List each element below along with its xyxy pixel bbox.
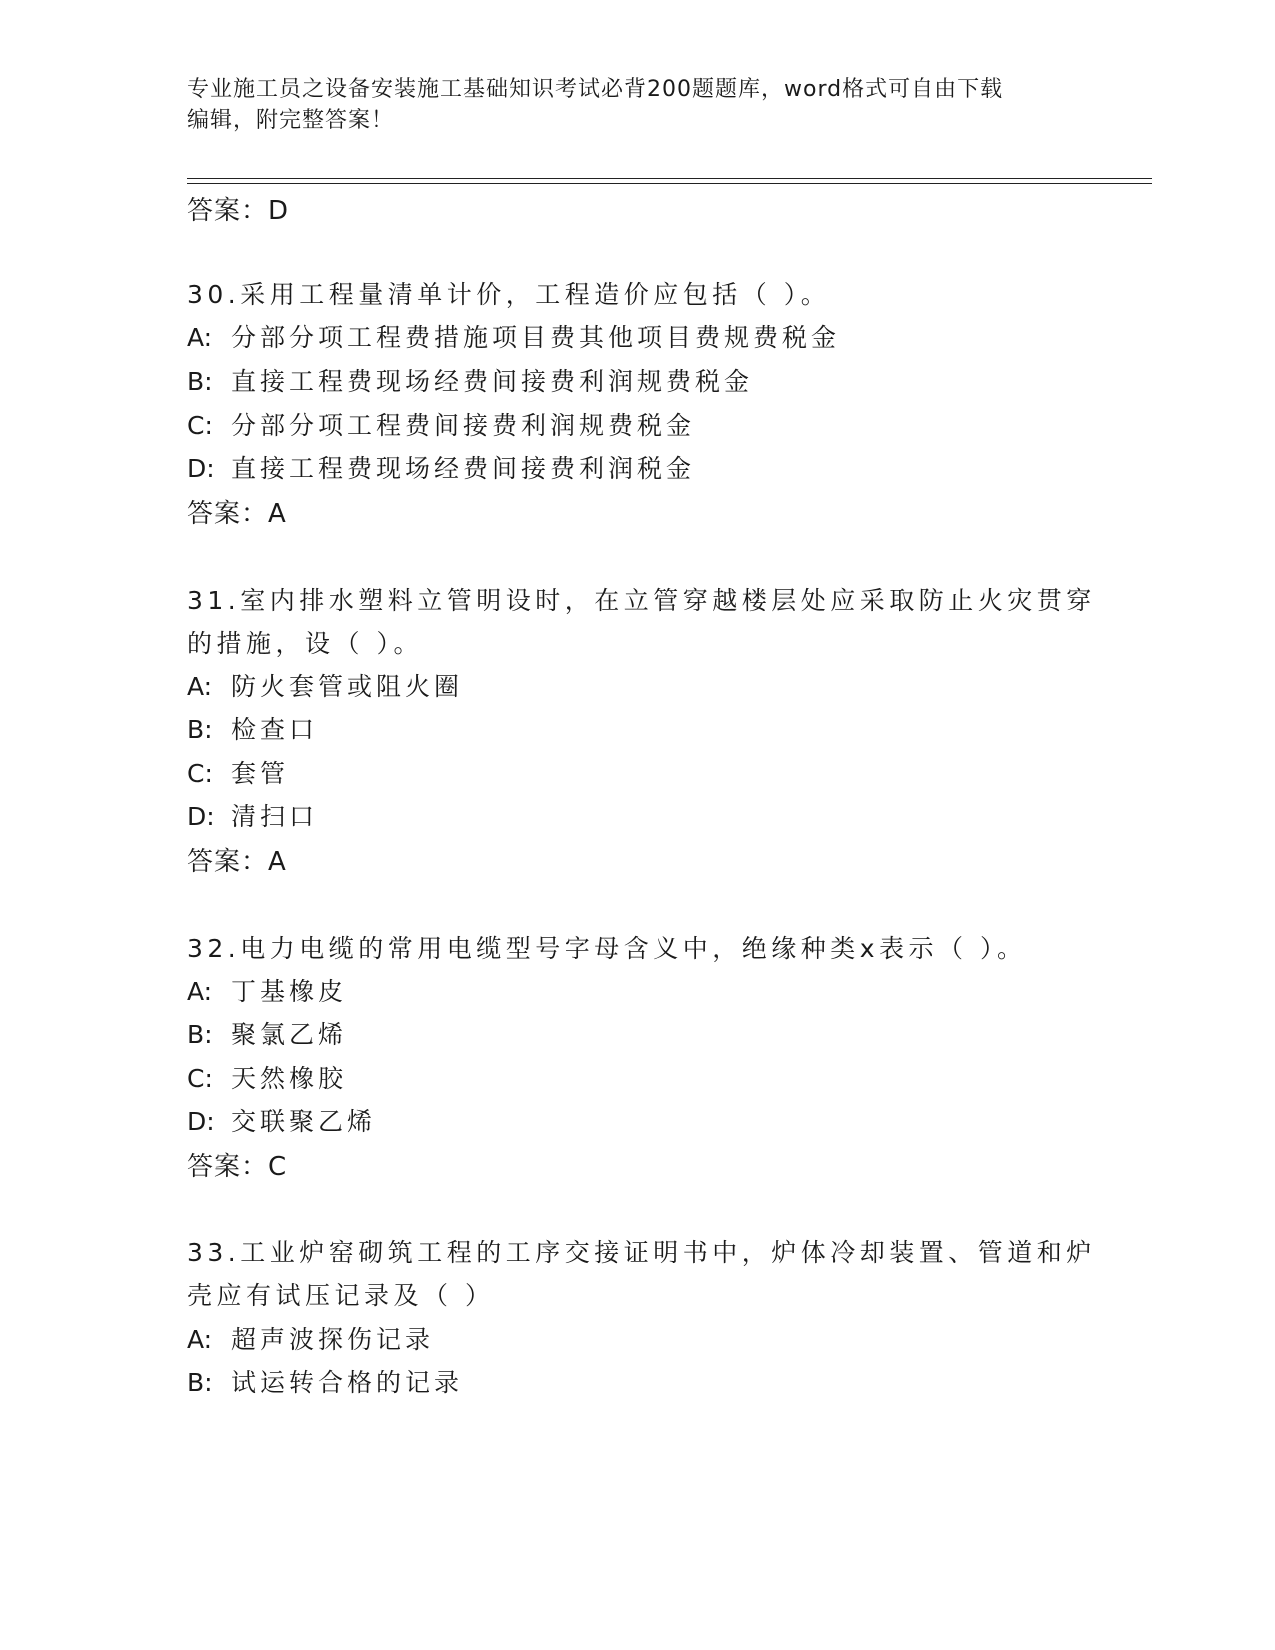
- question-30-answer: 答案：A: [187, 499, 287, 529]
- question-30-option-d: [187, 449, 695, 485]
- header-divider-bottom: [187, 183, 1152, 184]
- option-text: 超声波探伤记录: [231, 1325, 435, 1354]
- question-30-option-c: [187, 406, 695, 442]
- option-letter: A:: [187, 1325, 213, 1354]
- option-letter: B:: [187, 715, 213, 744]
- question-33-text-line-1: 33.工业炉窑砌筑工程的工序交接证明书中，炉体冷却装置、管道和炉: [187, 1238, 1096, 1267]
- option-letter: A:: [187, 672, 213, 701]
- option-letter: D:: [187, 454, 215, 483]
- option-text: 聚氯乙烯: [231, 1020, 348, 1049]
- header-divider-top: [187, 178, 1152, 179]
- question-33-text-line-2: 壳应有试压记录及（ ）: [187, 1281, 495, 1310]
- option-letter: B:: [187, 1020, 213, 1049]
- option-letter: A:: [187, 323, 213, 352]
- option-text: 清扫口: [231, 802, 319, 831]
- question-32-option-d: [187, 1102, 376, 1138]
- option-letter: D:: [187, 802, 215, 831]
- option-text: 分部分项工程费间接费利润规费税金: [231, 411, 696, 440]
- question-33-option-a: [187, 1320, 434, 1356]
- question-32-text: 32.电力电缆的常用电缆型号字母含义中，绝缘种类x表示（ ）。: [187, 934, 1027, 963]
- header-line-1: 专业施工员之设备安装施工基础知识考试必背200题题库，word格式可自由下载: [187, 77, 1004, 102]
- question-31-option-a: [187, 667, 463, 703]
- question-31-option-b: [187, 710, 318, 746]
- option-letter: A:: [187, 977, 213, 1006]
- option-letter: C:: [187, 1064, 213, 1093]
- question-30-option-a: [187, 318, 840, 354]
- option-letter: D:: [187, 1107, 215, 1136]
- question-31-text-line-1: 31.室内排水塑料立管明设时，在立管穿越楼层处应采取防止火灾贯穿: [187, 586, 1096, 615]
- question-31-answer: 答案：A: [187, 847, 287, 877]
- option-text: 直接工程费现场经费间接费利润税金: [231, 454, 696, 483]
- question-31-option-d: [187, 797, 318, 833]
- option-text: 直接工程费现场经费间接费利润规费税金: [231, 367, 754, 396]
- option-letter: C:: [187, 759, 213, 788]
- question-32-option-a: [187, 972, 347, 1008]
- question-32-option-c: [187, 1059, 347, 1095]
- option-text: 交联聚乙烯: [231, 1107, 377, 1136]
- header-line-2: 编辑，附完整答案！: [187, 108, 395, 133]
- option-text: 天然橡胶: [231, 1064, 348, 1093]
- question-31-option-c: [187, 754, 289, 790]
- question-30-option-b: [187, 362, 753, 398]
- answer-previous: 答案：D: [187, 196, 290, 226]
- option-text: 套管: [231, 759, 290, 788]
- option-letter: B:: [187, 367, 213, 396]
- option-letter: C:: [187, 411, 213, 440]
- option-text: 试运转合格的记录: [231, 1368, 464, 1397]
- question-31-text-line-2: 的措施，设（ ）。: [187, 629, 423, 658]
- option-letter: B:: [187, 1368, 213, 1397]
- question-32-option-b: [187, 1015, 347, 1051]
- option-text: 防火套管或阻火圈: [231, 672, 464, 701]
- option-text: 丁基橡皮: [231, 977, 348, 1006]
- question-33-option-b: [187, 1363, 463, 1399]
- option-text: 分部分项工程费措施项目费其他项目费规费税金: [231, 323, 841, 352]
- document-header: [187, 74, 1087, 136]
- question-30-text: 30.采用工程量清单计价，工程造价应包括（ ）。: [187, 280, 831, 309]
- question-32-answer: 答案：C: [187, 1152, 288, 1182]
- option-text: 检查口: [231, 715, 319, 744]
